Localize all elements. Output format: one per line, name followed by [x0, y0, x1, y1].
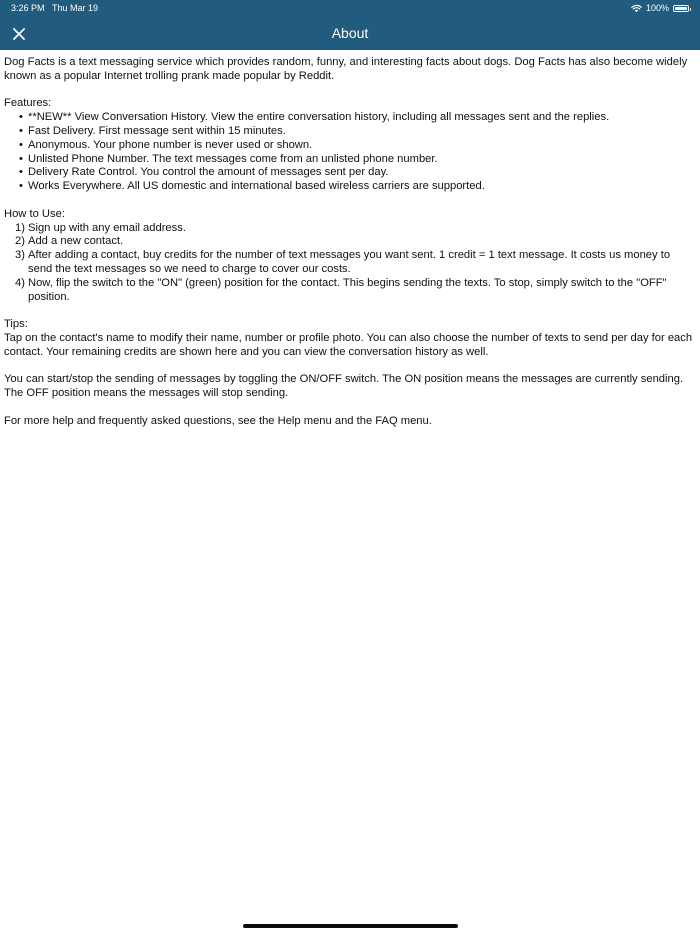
step-number: 3)	[15, 249, 25, 262]
intro-text: Dog Facts is a text messaging service which provides random, funny, and interesting facts about dogs. Dog Facts has also become widely known as a popular Internet trolling prank made popular by Reddit.	[4, 56, 688, 82]
step-item	[4, 235, 694, 249]
step-text: Add a new contact.	[28, 235, 124, 248]
battery-percent: 100%	[645, 3, 669, 13]
feature-item: • Fast Delivery. First message sent within 15 minutes.	[4, 125, 694, 139]
step-number: 2)	[15, 235, 25, 248]
wifi-icon	[631, 4, 642, 13]
status-date: Thu Mar 19	[52, 3, 99, 13]
features-heading: Features:	[4, 97, 52, 110]
step-text: Now, flip the switch to the "ON" (green) position for the contact. This begins sending the texts. To stop, simply switch to the "OFF" position.	[28, 276, 667, 303]
step-item	[4, 277, 694, 305]
navigation-bar	[0, 17, 700, 50]
home-indicator[interactable]	[243, 924, 458, 928]
about-content	[4, 56, 694, 429]
step-text: Sign up with any email address.	[28, 221, 186, 234]
feature-item: • Delivery Rate Control. You control the amount of messages sent per day.	[4, 166, 694, 180]
status-bar	[0, 0, 700, 17]
features-list	[4, 111, 694, 194]
step-item	[4, 249, 694, 277]
tips-heading: Tips:	[4, 318, 28, 331]
top-bar	[0, 0, 700, 50]
close-button[interactable]	[6, 21, 32, 47]
help-info-text: For more help and frequently asked questions, see the Help menu and the FAQ menu.	[4, 414, 432, 427]
close-icon	[13, 28, 25, 40]
status-time: 3:26 PM	[11, 3, 45, 13]
feature-item: • Anonymous. Your phone number is never used or shown.	[4, 139, 694, 153]
step-number: 4)	[15, 276, 25, 289]
feature-item: • Works Everywhere. All US domestic and international based wireless carriers are supported.	[4, 180, 694, 194]
step-item	[4, 222, 694, 236]
feature-item: • **NEW** View Conversation History. View the entire conversation history, including all messages sent and the replies.	[4, 111, 694, 125]
step-text: After adding a contact, buy credits for the number of text messages you want sent. 1 credit = 1 text message. It costs us money to send the text messages so we need to charge to cover our costs.	[28, 249, 671, 275]
steps-list	[4, 222, 694, 305]
howto-heading: How to Use:	[4, 207, 65, 220]
feature-item: • Unlisted Phone Number. The text messages come from an unlisted phone number.	[4, 153, 694, 167]
step-number: 1)	[15, 221, 25, 234]
tips-text: Tap on the contact's name to modify their name, number or profile photo. You can also choose the number of texts to send per day for each contact. Your remaining credits are shown here and you can view the conversation history as well.	[4, 331, 693, 358]
toggle-info-text: You can start/stop the sending of messages by toggling the ON/OFF switch. The ON position means the messages are currently sending. The OFF position means the messages will stop sending.	[4, 373, 684, 400]
battery-icon	[673, 5, 689, 12]
status-indicators	[631, 0, 689, 17]
page-title: About	[331, 25, 369, 41]
battery-level	[675, 7, 687, 10]
